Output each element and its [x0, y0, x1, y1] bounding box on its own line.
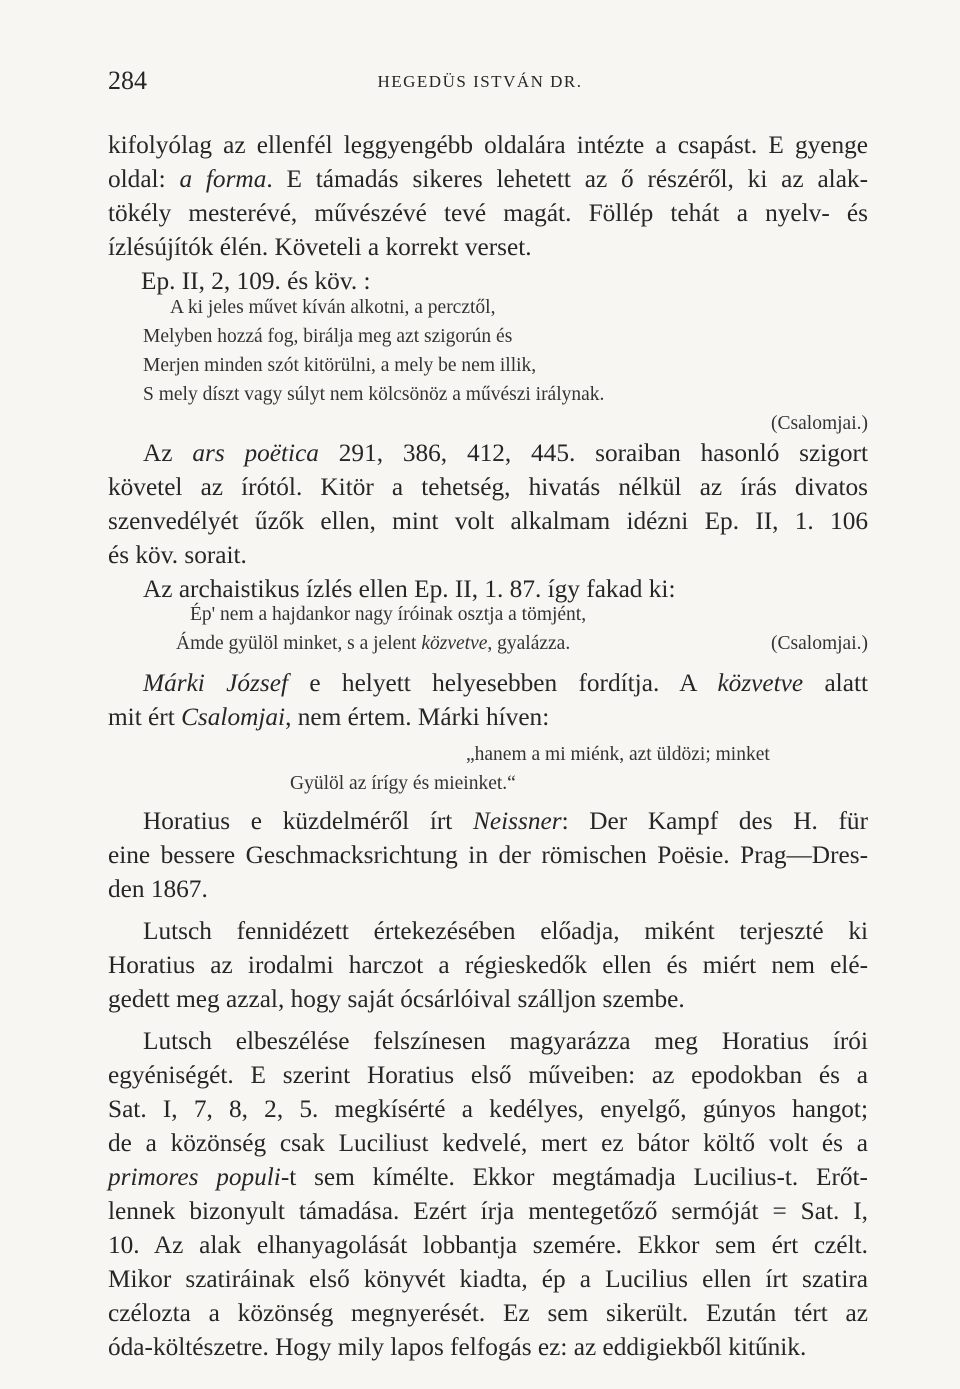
verse-line: S mely díszt vagy súlyt nem kölcsönöz a művészi irálynak.: [143, 384, 605, 405]
text-line: óda-költészetre. Hogy mily lapos felfogás ez: az eddigiekből kitűnik.: [108, 1333, 807, 1361]
emphasis: Csalomjai: [181, 703, 286, 731]
page-header: [108, 66, 852, 106]
verse-line: A ki jeles művet kíván alkotni, a percztől,: [170, 297, 496, 318]
text-line: egyéniségét. E szerint Horatius első műveiben: az epodokban és a: [108, 1061, 868, 1089]
text-line: primores populi-t sem kímélte. Ekkor megtámadja Lucilius-t. Erőt-: [108, 1163, 868, 1191]
running-head: HEGEDÜS ISTVÁN DR.: [377, 72, 583, 91]
text-line: Horatius e küzdelméről írt Neissner: Der Kampf des H. für: [143, 807, 868, 835]
text-line: ízlésújítók élén. Követeli a korrekt verset.: [108, 233, 532, 261]
text-line: Márki József e helyett helyesebben fordítja. A közvetve alatt: [143, 669, 868, 697]
text-line: gedett meg azzal, hogy saját ócsárlóival szálljon szembe.: [108, 985, 685, 1013]
text-line: Ep. II, 2, 109. és köv. :: [141, 267, 371, 295]
emphasis: Márki József: [143, 669, 288, 697]
text-line: lennek bizonyult támadása. Ezért írja mentegetőző sermóját = Sat. I,: [108, 1197, 868, 1225]
text-line: szenvedélyét űzők ellen, mint volt alkalmam idézni Ep. II, 1. 106: [108, 507, 868, 535]
verse-line: „hanem a mi miénk, azt üldözi; minket: [466, 744, 770, 765]
text-line: mit ért Csalomjai, nem értem. Márki híven:: [108, 703, 550, 731]
verse-line: Merjen minden szót kitörülni, a mely be nem illik,: [143, 355, 537, 376]
text-line: eine bessere Geschmacksrichtung in der römischen Poësie. Prag—Dres-: [108, 841, 868, 869]
text-line: követel az írótól. Kitör a tehetség, hivatás nélkül az írás divatos: [108, 473, 868, 501]
verse-attribution: (Csalomjai.): [771, 633, 868, 654]
verse-line: Ép' nem a hajdankor nagy íróinak osztja a tömjént,: [190, 604, 587, 625]
text-line: czélozta a közönség megnyerését. Ez sem sikerült. Ezután tért az: [108, 1299, 868, 1327]
emphasis: primores populi: [108, 1163, 281, 1191]
text-line: Mikor szatiráinak első könyvét kiadta, ép a Lucilius ellen írt szatira: [108, 1265, 868, 1293]
emphasis: közvetve: [421, 633, 488, 654]
emphasis: Neissner: [473, 807, 562, 835]
verse-line: Gyülöl az írígy és mieinket.“: [290, 773, 516, 794]
verse-line: Ámde gyülöl minket, s a jelent közvetve, gyalázza.: [176, 633, 571, 654]
verse-line: Melyben hozzá fog, birálja meg azt szigorún és: [143, 326, 513, 347]
emphasis: ars poëtica: [192, 439, 319, 467]
text-line: és köv. sorait.: [108, 541, 247, 569]
text-line: Az ars poëtica 291, 386, 412, 445. soraiban hasonló szigort: [143, 439, 869, 467]
text-line: Az archaistikus ízlés ellen Ep. II, 1. 87. így fakad ki:: [143, 575, 676, 603]
page-number: 284: [108, 66, 147, 95]
text-line: de a közönség csak Luciliust kedvelé, mert ez bátor költő volt és a: [108, 1129, 868, 1157]
text-line: den 1867.: [108, 875, 208, 903]
text-line: Horatius az irodalmi harczot a régieskedők ellen és miért nem elé-: [108, 951, 868, 979]
verse-attribution: (Csalomjai.): [771, 413, 868, 434]
text-line: oldal: a forma. E támadás sikeres lehetett az ő részéről, ki az alak-: [108, 165, 869, 193]
emphasis: közvetve: [717, 669, 804, 697]
text-line: tökély mesterévé, művészévé tevé magát. Föllép tehát a nyelv- és: [108, 199, 868, 227]
emphasis: a forma: [179, 165, 267, 193]
text-line: Lutsch fennidézett értekezésében előadja, miként terjeszté ki: [143, 917, 868, 945]
text-line: kifolyólag az ellenfél leggyengébb oldalára intézte a csapást. E gyenge: [108, 131, 868, 159]
text-line: Sat. I, 7, 8, 2, 5. megkísérté a kedélyes, enyelgő, gúnyos hangot;: [108, 1095, 868, 1123]
text-line: 10. Az alak elhanyagolását lobbantja szemére. Ekkor sem ért czélt.: [108, 1231, 868, 1259]
text-line: Lutsch elbeszélése felszínesen magyarázza meg Horatius írói: [143, 1027, 868, 1055]
